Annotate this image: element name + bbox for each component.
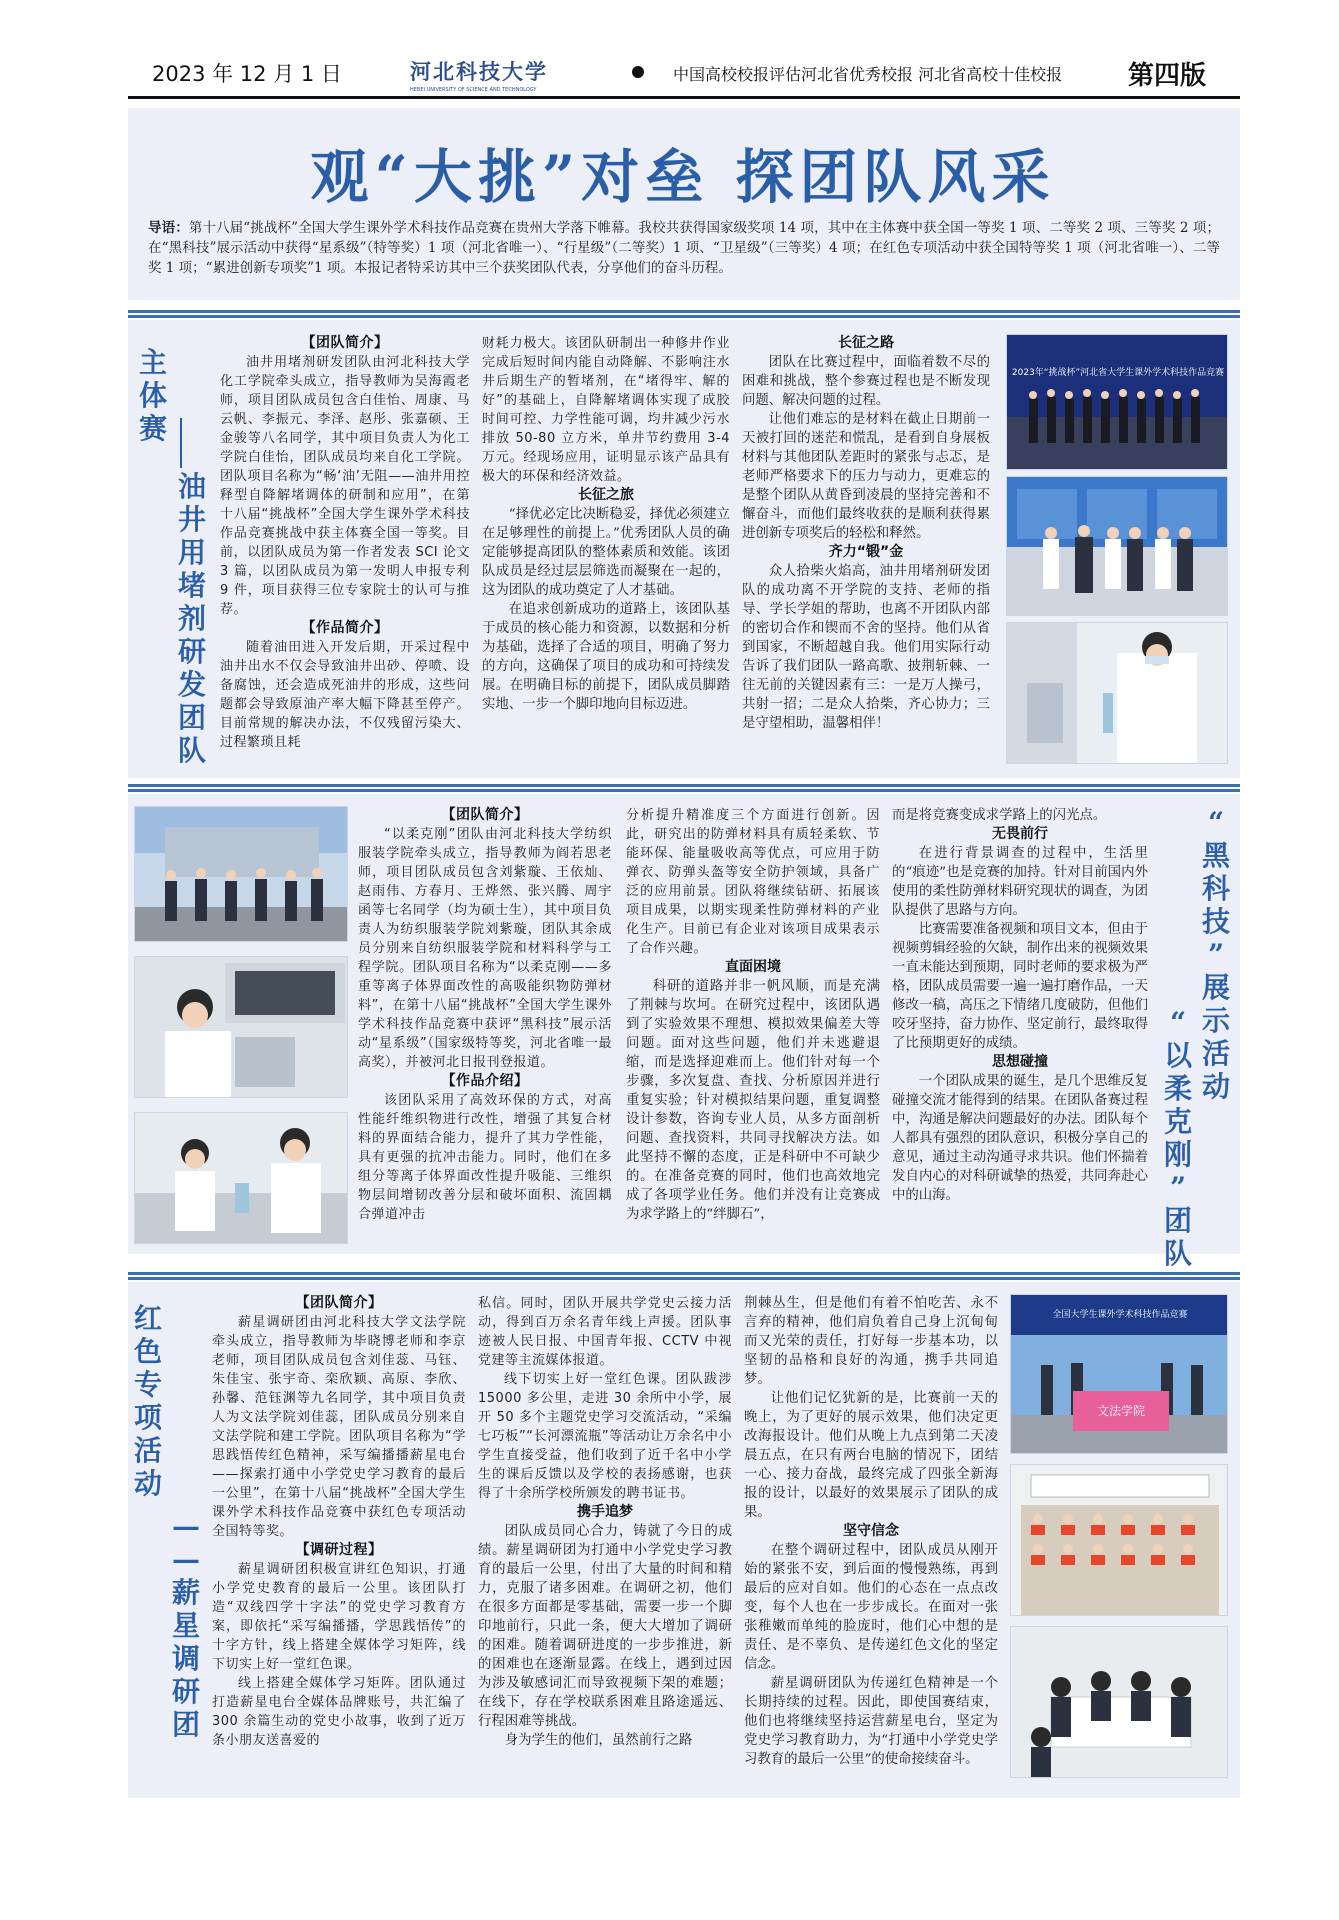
- section1-col2-head1: 长征之旅: [578, 487, 634, 503]
- section2-top-rule: [128, 784, 1240, 792]
- section1-title-dash: [180, 418, 182, 468]
- lead-text: 第十八届“挑战杯”全国大学生课外学术科技作品竞赛在贵州大学落下帷幕。我校共获得国家级奖项 14 项，其中在主体赛中获全国一等奖 1 项、二等奖 2 项、三等奖 2 项；在“黑科技”展示活动中获得“星系级”（特等奖）1 项（河北省唯一）、“行星级”（二等奖）1 项、“卫星级”（三等奖）4 项；在红色专项活动中获全国特等奖 1 项（河北省唯一）、二等奖 1 项；“累进创新专项奖”1 项。本报记者特采访其中三个获奖团队代表，分享他们的奋斗历程。: [148, 220, 1221, 276]
- section3-col2-p4: 身为学生的他们，虽然前行之路: [504, 1733, 693, 1748]
- section2-col2-p1: 分析提升精准度三个方面进行创新。因此，研究出的防弹材料具有质轻柔软、节能环保、能量吸收高等优点，可应用于防弹衣、防弹头盔等安全防护领域，具备广泛的应用前景。团队将继续钻研、拓展该项目成果，以期实现柔性防弹材料的产业化生产。目前已有企业对该项目成果表示了合作兴趣。: [626, 808, 880, 956]
- lead-label: 导语：: [148, 220, 189, 236]
- section1-col2-p1: 财耗力极大。该团队研制出一种修井作业完成后短时间内能自动降解、不影响注水井后期生产的暂堵剂，在“堵得牢、解的好”的基础上，自降解堵调体实现了成胶时间可控、力学性能可调，均井减少污水排放 50-80 立方米，单井节约费用 3-4 万元。经现场应用，证明显示该产品具有极大的环保和经济效益。: [482, 336, 730, 484]
- section2-col3-head1: 无畏前行: [992, 826, 1048, 842]
- section1-col3-p3: 众人拾柴火焰高，油井用堵剂研发团队的成功离不开学院的支持、老师的指导、学长学姐的帮助，也离不开团队内部的密切合作和锲而不舍的坚持。他们从省到国家，不断超越自我。他们用实际行动告诉了我们团队一路高歌、披荆斩棘、一往无前的关键因素有三：一是万人操弓，共射一招；二是众人拾柴，齐心协力；三是守望相助，温馨相伴！: [742, 564, 990, 731]
- section2-photo-lab-work: [134, 1112, 348, 1244]
- section1-col3-head2: 齐力“锻”金: [828, 544, 904, 560]
- section2-col1-head1: 【团队简介】: [441, 807, 529, 823]
- section3-col3: [744, 1294, 998, 1769]
- section1-col1-p2: 随着油田进入开发后期，开采过程中油井出水不仅会导致油井出砂、停喷、设备腐蚀，还会造成死油井的形成，这些问题都会导致原油产率大幅下降甚至停产。目前常规的解决办法，不仅残留污染大、过程繁琐且耗: [220, 640, 470, 750]
- logo-chinese-text: 河北科技大学: [410, 59, 548, 84]
- section3-col2-p2: 线下切实上好一堂红色课。团队跋涉 15000 多公里，走进 30 余所中小学，展开 50 多个主题党史学习交流活动，“采编七巧板”“长河漂流瓶”等活动让万余名中小学生直接受益，他们收到了近千名中小学生的课后反馈以及学校的表扬感谢，也获得了十余所学校所颁发的聘书证书。: [478, 1372, 732, 1501]
- bullet-dot: [632, 66, 644, 78]
- section2-col1-head2: 【作品介绍】: [441, 1073, 529, 1089]
- section3-col2-head1: 携手追梦: [577, 1504, 633, 1520]
- section1-col1-head2: 【作品简介】: [301, 620, 389, 636]
- section3-col3-p1: 荆棘丛生，但是他们有着不怕吃苦、永不言弃的精神，他们肩负着自己身上沉甸甸而又光荣的责任，打好每一步基本功，以坚韧的品格和良好的沟通，携手共同追梦。: [744, 1296, 998, 1387]
- section2-col1: [358, 806, 612, 1224]
- section1-col3-head1: 长征之路: [838, 335, 894, 351]
- section3-col2-p3: 团队成员同心合力，铸就了今日的成绩。薪星调研团为打通中小学党史学习教育的最后一公里，付出了大量的时间和精力，克服了诸多困难。在调研之初，他们在很多方面都是零基础，需要一步一个脚印地前行，只此一条，便大大增加了调研的困难。随着调研进度的一步步推进，新的困难也在逐渐显露。在线上，遇到过因为涉及敏感词汇而导致视频下架的难题；在线下，存在学校联系困难且路途遥远、行程困难等挑战。: [478, 1524, 732, 1729]
- section3-col2: [478, 1294, 732, 1750]
- section1-col1: [220, 334, 470, 752]
- section2-col2: [626, 806, 880, 1224]
- section1-col1-p1: 油井用堵剂研发团队由河北科技大学化工学院牵头成立，指导教师为吴海霞老师，项目团队成员包含白佳怡、周康、马云帆、李振元、李泽、赵彤、张嘉硕、王金骏等八名同学，其中项目负责人为化工学院白佳怡，团队成员均来自化工学院。团队项目名称为“畅‘油’无阻——油井用控释型自降解堵调体的研制和应用”，在第十八届“挑战杯”全国大学生课外学术科技作品竞赛挑战中获主体赛全国一等奖。目前，以团队成员为第一作者发表 SCI 论文 3 篇，以团队成员为第一发明人申报专利 9 件，项目获得三位专家院士的认可与推荐。: [220, 355, 470, 617]
- section1-title-competition: 主 体 赛: [138, 346, 167, 446]
- section3-col1-p3: 线上搭建全媒体学习矩阵。团队通过打造薪星电台全媒体品牌账号，共汇编了 300 余篇生动的党史小故事，收到了近万条小朋友送喜爱的: [212, 1676, 466, 1748]
- section2-col3-p2: 在进行背景调查的过程中，生活里的“痕迹”也是竞赛的加持。针对目前国内外使用的柔性防弹材料研究现状的调查，为团队提供了思路与方向。: [892, 846, 1148, 918]
- section2-col3: [892, 806, 1148, 1205]
- paper-honors: 中国高校校报评估河北省优秀校报 河北省高校十佳校报: [673, 65, 1063, 84]
- section3-col1-head2: 【调研过程】: [295, 1542, 383, 1558]
- section2-col3-p4: 一个团队成果的诞生，是几个思维反复碰撞交流才能得到的结果。在团队备赛过程中，沟通是解决问题最好的办法。团队每个人都具有强烈的团队意识，积极分享自己的意见，通过主动沟通寻求共识。他们怀揣着发自内心的对科研诚挚的热爱，共同奔赴心中的山海。: [892, 1074, 1148, 1203]
- section1-photo-lab: [1006, 622, 1228, 764]
- section3-col3-head1: 坚守信念: [843, 1523, 899, 1539]
- section1-col3: [742, 334, 990, 733]
- lead-paragraph: [148, 218, 1220, 278]
- section1-col2: [482, 334, 730, 714]
- section2-title-activity: “ 黑 科 技 ” 展 示 活 动: [1201, 806, 1230, 1104]
- section3-title-team: — — 薪 星 调 研 团: [171, 1510, 200, 1742]
- section1-col2-p3: 在追求创新成功的道路上，该团队基于成员的核心能力和资源，以数据和分析为基础，选择了合适的项目，明确了努力的方向，这确保了项目的成功和可持续发展。在明确目标的前提下，团队成员脚踏实地、一步一个脚印地向目标迈进。: [482, 602, 730, 712]
- main-title: 观“大挑”对垒 探团队风采: [310, 143, 1056, 211]
- section1-photo-award-stage: [1006, 334, 1228, 470]
- section2-col2-p2: 科研的道路并非一帆风顺，而是充满了荆棘与坎坷。在研究过程中，该团队遇到了实验效果不理想、模拟效果偏差大等问题。面对这些问题，他们并未逃避退缩，而是选择迎难而上。他们针对每一个步骤，多次复盘、查找、分析原因并进行重复实验；针对模拟结果问题，重复调整设计参数，咨询专业人员，从多方面剖析问题、查找资料，共同寻找解决方法。如此坚持不懈的态度，正是科研中不可缺少的。在准备竞赛的同时，他们也高效地完成了各项学业任务。他们并没有让竞赛成为求学路上的“绊脚石”，: [626, 979, 880, 1222]
- section3-col1-head1: 【团队简介】: [295, 1295, 383, 1311]
- section3-col3-p2: 让他们记忆犹新的是，比赛前一天的晚上，为了更好的展示效果，他们决定更改海报设计。他们从晚上九点到第二天凌晨五点，在只有两台电脑的情况下，团结一心、接力奋战，最终完成了四张全新海报的设计，以最好的效果展示了团队的成果。: [744, 1391, 998, 1520]
- section1-photo-exhibition: [1006, 476, 1228, 616]
- section1-top-rule: [128, 310, 1240, 318]
- section3-banner-text: 全国大学生课外学术科技作品竞赛: [1052, 1310, 1188, 1320]
- section3-col1: [212, 1294, 466, 1750]
- logo-english-text: HEBEI UNIVERSITY OF SCIENCE AND TECHNOLOGY: [410, 87, 537, 93]
- section3-col1-p1: 薪星调研团由河北科技大学文法学院牵头成立，指导教师为毕晓博老师和李京老师，项目团队成员包含刘佳蕊、马钰、朱佳宝、张宇奇、栾欣颖、高原、李欣、孙馨、范钰渊等九名同学，其中项目负责人为文法学院刘佳蕊，团队成员分别来自文法学院和建工学院。团队项目名称为“学思践悟传红色精神，采写编播播薪星电台——探索打通中小学党史学习教育的最后一公里”，在第十八届“挑战杯”全国大学生课外学术科技作品竞赛中获红色专项活动全国特等奖。: [212, 1315, 466, 1539]
- section3-title-red: 红 色 专 项 活 动: [133, 1302, 162, 1501]
- section1-col3-p2: 让他们难忘的是材料在截止日期前一天被打回的迷茫和慌乱，是看到自身展板材料与其他团队差距时的紧张与忐忑，是老师严格要求下的压力与动力，更难忘的是整个团队从黄昏到凌晨的坚持完善和不懈奋斗，而他们最终收获的是顺利获得累进创新专项奖后的轻松和释然。: [742, 412, 990, 541]
- section3-photo-classroom: [1010, 1464, 1228, 1616]
- section3-col1-p2: 薪星调研团积极宣讲红色知识，打通小学党史教育的最后一公里。该团队打造“双线四学十字法”的党史学习教育方案，即依托“采写编播播，学思践悟传”的十字方针，线上搭建全媒体学习矩阵，线下切实上好一堂红色课。: [212, 1562, 466, 1672]
- section3-col2-p1: 私信。同时，团队开展共学党史云接力活动，得到百万余名青年线上声援。团队事迹被人民日报、中国青年报、CCTV 中视党建等主流媒体报道。: [478, 1296, 732, 1368]
- section3-photo-team-banner: [1010, 1294, 1228, 1454]
- section3-col3-p3: 在整个调研过程中，团队成员从刚开始的紧张不安，到后面的慢慢熟练，再到最后的应对自如。他们的心态在一点点改变，每个人也在一步步成长。在面对一张张稚嫩而单纯的脸庞时，他们心中想的是责任、是不辜负、是传递红色文化的坚定信念。: [744, 1543, 998, 1672]
- section2-col3-p1: 而是将竞赛变成求学路上的闪光点。: [892, 808, 1107, 823]
- section2-col3-head2: 思想碰撞: [992, 1054, 1048, 1070]
- section2-col1-p1: “以柔克刚”团队由河北科技大学纺织服装学院牵头成立，指导教师为阎若思老师，项目团队成员包含刘紫璇、王依灿、赵雨伟、方春月、王烨然、张兴腾、周宇函等七名同学（均为硕士生），其中项目负责人为纺织服装学院刘紫璇，团队其余成员分别来自纺织服装学院和材料科学与工程学院。团队项目名称为“以柔克刚——多重等离子体界面改性的高吸能织物防弹材料”，在第十八届“挑战杯”全国大学生课外学术科技作品竞赛中获评“黑科技”展示活动“星系级”（国家级特等奖，河北省唯一最高奖），并被河北日报刊登报道。: [358, 827, 612, 1070]
- section1-col3-p1: 团队在比赛过程中，面临着数不尽的困难和挑战，整个参赛过程也是不断发现问题、解决问题的过程。: [742, 355, 990, 408]
- section3-top-rule: [128, 1272, 1240, 1280]
- issue-date: 2023 年 12 月 1 日: [152, 62, 342, 86]
- award-stage-graphic: [1007, 335, 1228, 470]
- edition-label: 第四版: [1128, 61, 1207, 91]
- section1-col1-head1: 【团队简介】: [301, 335, 389, 351]
- section2-col1-p2: 该团队采用了高效环保的方式，对高性能纤维织物进行改性，增强了其复合材料的界面结合能力，提升了其力学性能，具有更强的抗冲击能力。同时，他们在多组分等离子体界面改性提升吸能、三维织物层间增韧改善分层和破坏面积、流固耦合弹道冲击: [358, 1093, 612, 1222]
- header-rule: [128, 96, 1240, 99]
- section3-flag-text: 文法学院: [1096, 1404, 1146, 1418]
- section2-col2-head1: 直面困境: [725, 959, 781, 975]
- section1-col2-p2: “择优必定比决断稳妥，择优必须建立在足够理性的前提上。”优秀团队人员的确定能够提高团队的整体素质和效能。该团队成员是经过层层筛选而凝聚在一起的，这为团队的成功奠定了人才基础。: [482, 507, 730, 598]
- section1-title-team: 油 井 用 堵 剂 研 发 团 队: [177, 470, 206, 768]
- section3-col3-p4: 薪星调研团队为传递红色精神是一个长期持续的过程。因此，即使国赛结束，他们也将继续坚持运营薪星电台，坚定为党史学习教育助力，为“打通中小学党史学习教育的最后一公里”的使命接续奋斗。: [744, 1676, 998, 1767]
- university-logo: [410, 56, 550, 93]
- award-banner-text: 2023年“挑战杯”河北省大学生课外学术科技作品竞赛: [1011, 368, 1225, 378]
- section2-photo-experiment: [134, 956, 348, 1098]
- section2-title-team: “ 以 柔 克 刚 ” 团 队: [1163, 1006, 1192, 1271]
- section2-col3-p3: 比赛需要准备视频和项目文本，但由于视频剪辑经验的欠缺，制作出来的视频效果一直未能达到预期，同时老师的要求极为严格，团队成员需要一遍一遍打磨作品，一天修改一稿，高压之下情绪几度破防，但他们咬牙坚持，奋力协作、坚定前行，最终取得了比预期更好的成绩。: [892, 922, 1148, 1051]
- section2-photo-group: [134, 806, 348, 942]
- section3-photo-meeting: [1010, 1626, 1228, 1778]
